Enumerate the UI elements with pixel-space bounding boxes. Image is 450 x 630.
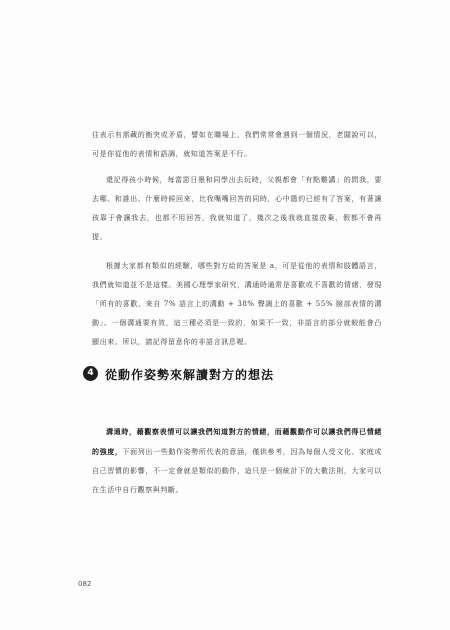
paragraph-4-emphasis: 溝通時，藉觀察表情可以讓我們知道對方的情緒，而藉觀動作可以讓我們得已情緒的強度， (92, 427, 382, 456)
section-heading (83, 364, 373, 386)
section-title: 從動作姿勢來解讀對方的想法 (105, 368, 275, 382)
paragraph-4 (92, 422, 382, 500)
page-number: 082 (78, 580, 92, 588)
paragraph-3: 根據大家都有類似的經驗，哪些對方給的答案是 a，可是從他的表情和肢體語言，我們就知道並不是這樣。美國心理學家研究，溝通時通常是喜歡或不喜歡的情緒，發現「所有的喜歡，來自 7% 語言上的溝動 + 38% 聲調上的喜歡 + 55% 臉部表情的溝動」。一個溝通要有效，這三種必須是一致的，如果不一致，非語言的部分就較能會凸顯出來。所以，請記得留意你的非語言訊息喔。 (92, 262, 382, 346)
paragraph-1: 往表示有需藏的衡突或矛盾，譬如在職場上，我們常常會遇到一個情況，老闆說可以，可是你從他的表情和語調，就知道答案是不行。 (92, 131, 382, 158)
section-number-badge: 4 (83, 366, 98, 381)
paragraph-2: 還記得孩小時候，每當惡日墨和同學出去玩時，父親都會「有點難講」的問我，要去哪、和誰出、什麼時候回來，比我嘴嘴回答的同時，心中隱約已經有了答案，有著讓孩靠于會讓我去，也都不用回答，我就知道了，幾次之後我就直接放棄，假都不會再提。 (92, 176, 382, 241)
paragraph-4-body: 下面列出一些動作姿勢所代表的意涵，僅供參考，因為每個人受文化、家庭或自己習慣的影響，不一定會就是類似的動作，這只是一個統計下的大數法則，大家可以在生活中自行觀察與判斷。 (92, 448, 382, 494)
